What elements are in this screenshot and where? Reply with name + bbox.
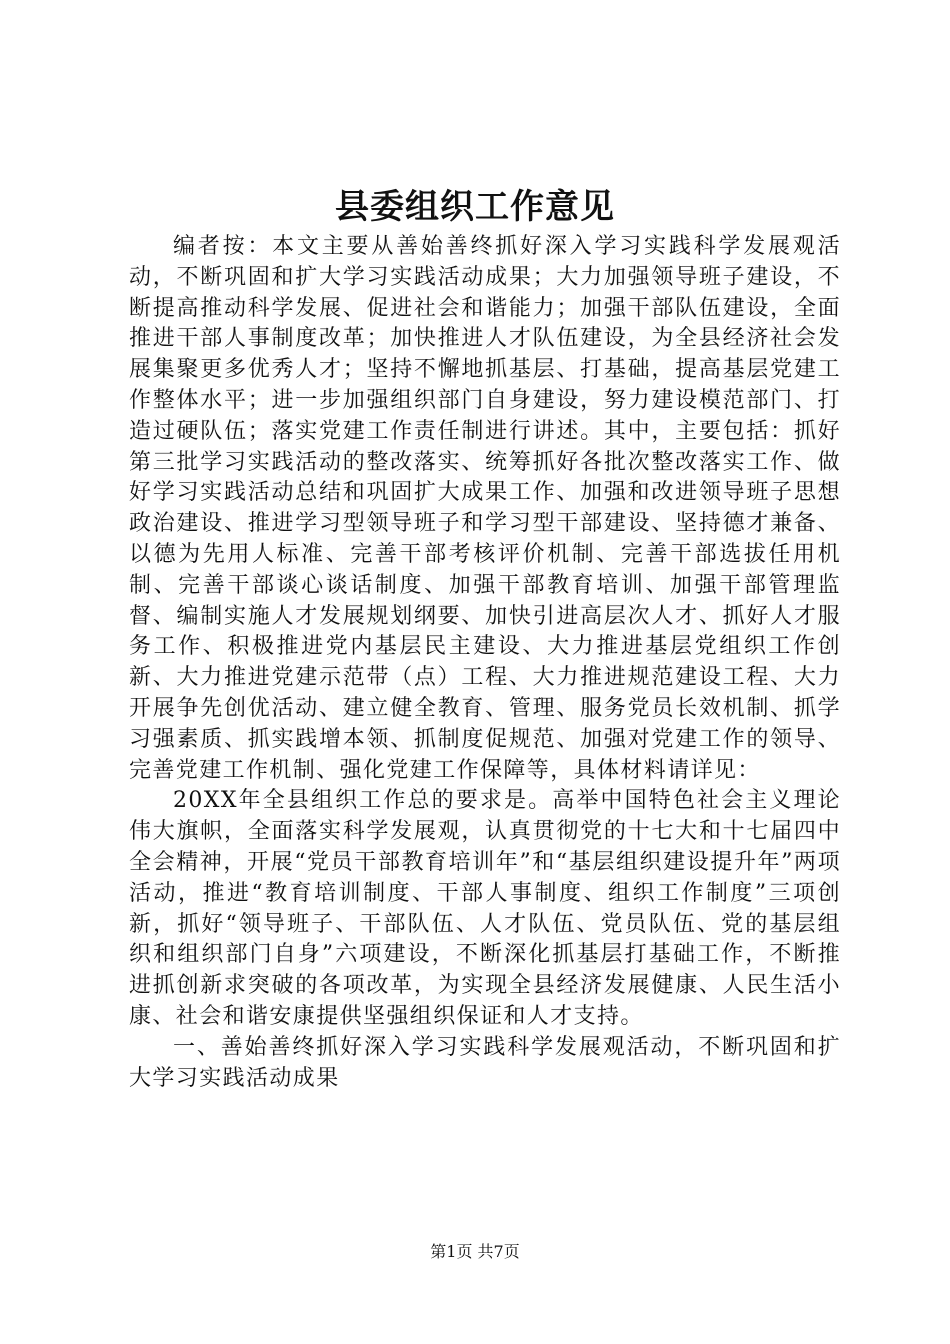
document-title: 县委组织工作意见 xyxy=(335,187,615,227)
paragraph-editor-note: 编者按：本文主要从善始善终抓好深入学习实践科学发展观活动，不断巩固和扩大学习实践活动成果；大力加强领导班子建设，不断提高推动科学发展、促进社会和谐能力；加强干部队伍建设，全面推进干部人事制度改革；加快推进人才队伍建设，为全县经济社会发展集聚更多优秀人才；坚持不懈地抓基层、打基础，提高基层党建工作整体水平；进一步加强组织部门自身建设，努力建设模范部门、打造过硬队伍；落实党建工作责任制进行讲述。其中，主要包括：抓好第三批学习实践活动的整改落实、统筹抓好各批次整改落实工作、做好学习实践活动总结和巩固扩大成果工作、加强和改进领导班子思想政治建设、推进学习型领导班子和学习型干部建设、坚持德才兼备、以德为先用人标准、完善干部考核评价机制、完善干部选拔任用机制、完善干部谈心谈话制度、加强干部教育培训、加强干部管理监督、编制实施人才发展规划纲要、加快引进高层次人才、抓好人才服务工作、积极推进党内基层民主建设、大力推进基层党组织工作创新、大力推进党建示范带（点）工程、大力推进规范建设工程、大力开展争先创优活动、建立健全教育、管理、服务党员长效机制、抓学习强素质、抓实践增本领、抓制度促规范、加强对党建工作的领导、完善党建工作机制、强化党建工作保障等，具体材料请详见： xyxy=(129,234,841,783)
paragraph-section-one-heading: 一、善始善终抓好深入学习实践科学发展观活动，不断巩固和扩大学习实践活动成果 xyxy=(129,1034,841,1091)
page-number: 第1页 共7页 xyxy=(430,1242,520,1261)
document-body xyxy=(129,232,841,1094)
paragraph-general-requirements: 20XX年全县组织工作总的要求是。高举中国特色社会主义理论伟大旗帜，全面落实科学发展观，认真贯彻党的十七大和十七届四中全会精神，开展“党员干部教育培训年”和“基层组织建设提升年”两项活动，推进“教育培训制度、干部人事制度、组织工作制度”三项创新，抓好“领导班子、干部队伍、人才队伍、党员队伍、党的基层组织和组织部门自身”六项建设，不断深化抓基层打基础工作，不断推进抓创新求突破的各项改革，为实现全县经济发展健康、人民生活小康、社会和谐安康提供坚强组织保证和人才支持。 xyxy=(129,788,841,1029)
